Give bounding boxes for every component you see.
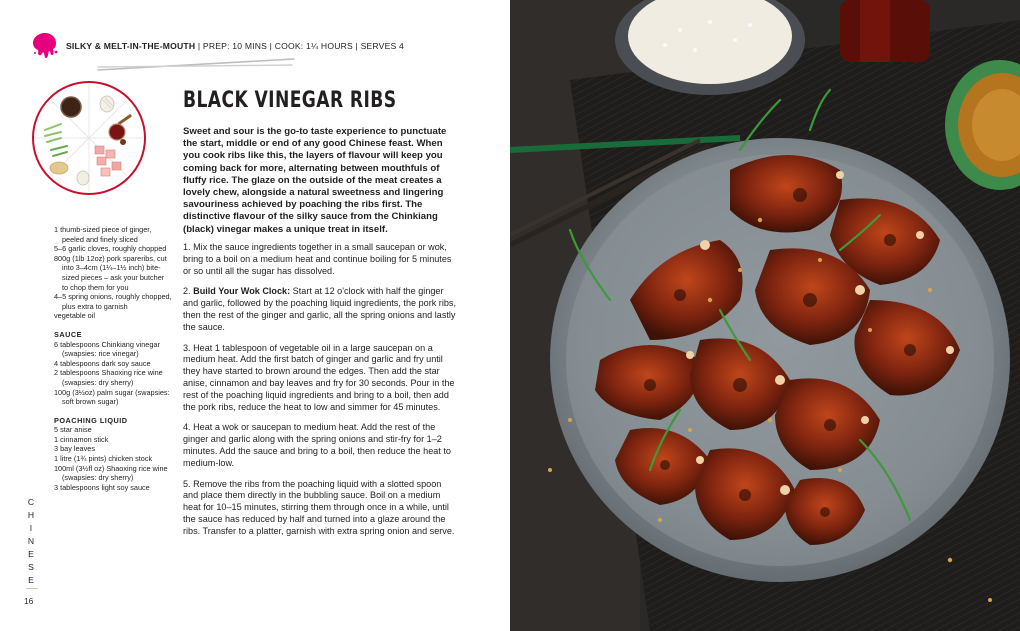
list-item: 1 litre (1¾ pints) chicken stock (54, 454, 153, 464)
method-steps (183, 242, 458, 547)
list-item: 3 tablespoons light soy sauce (54, 482, 150, 492)
black-vinegar-ribs-photo (510, 0, 1020, 631)
ingredient-list (54, 225, 172, 492)
list-item: 1 cinnamon stick (54, 434, 109, 444)
list-item: 6 tablespoons Chinkiang vinegar (swapsies: rice vinegar) (54, 339, 160, 359)
poaching-liquid-heading: POACHING LIQUID (54, 415, 128, 425)
list-item: 100g (3½oz) palm sugar (swapsies: soft brown sugar) (54, 387, 170, 407)
list-item: 3 bay leaves (54, 444, 95, 454)
list-item: 100ml (3½fl oz) Shaoxing rice wine (swapsies: dry sherry) (54, 463, 168, 483)
section-label-vertical: C H I N E S E (27, 497, 35, 585)
ink-splat-icon (30, 30, 60, 60)
method-step: 5. Remove the ribs from the poaching liquid with a slotted spoon and place them directly in the bubbling sauce. Boil on a medium heat for 10–15 minutes, stirring them through once in a while, until the sauce has reduced by half and turned into a glaze around the ribs. Transfer to a platter, garnish with extra spring onion and serve. (183, 478, 455, 536)
list-item: 1 thumb-sized piece of ginger, peeled and finely sliced (54, 225, 152, 244)
recipe-tagline: SILKY & MELT-IN-THE-MOUTH (66, 41, 196, 51)
recipe-intro: Sweet and sour is the go-to taste experience to punctuate the start, middle or end of any good Chinese feast. When you cook ribs like this, the layers of flavour will keep you coming back for more, alternating between mouthfuls of fluffy rice. The glaze on the outside of the meat creates a lovely chew, alongside a natural sweetness and lingering savouriness achieved by poaching the ribs first. The distinctive flavour of the silky sauce from the Chinkiang (black) vinegar makes a unique treat in itself. (183, 126, 447, 235)
list-item: 5–6 garlic cloves, roughly chopped (54, 244, 167, 254)
food-photo-page (510, 0, 1020, 631)
list-item: 5 star anise (54, 425, 92, 435)
recipe-meta: | PREP: 10 MINS | COOK: 1¼ HOURS | SERVES 4 (195, 41, 405, 51)
method-step: 2. Build Your Wok Clock: Start at 12 o'clock with half the ginger and garlic, followed by the poaching liquid ingredients, the pork ribs, then the rest of the ginger and garlic, all the spring onions and lastly the sauce. (183, 286, 456, 332)
sauce-heading: SAUCE (54, 329, 83, 339)
ingredient-wheel-illustration (31, 80, 147, 196)
list-item: 4–5 spring onions, roughly chopped, plus extra to garnish (54, 292, 172, 311)
page-number: 16 (24, 596, 34, 606)
chopsticks-icon (96, 56, 296, 72)
method-step: 3. Heat 1 tablespoon of vegetable oil in a large saucepan on a medium heat. Add the first batch of ginger and garlic and fry until they have started to brown around the edges. Then add the star anise, cinnamon and bay leaves and fry for 30 seconds. Pour in the rest of the poaching liquid ingredients and bring to a boil, then add the pork ribs, reduce the heat to low and simmer for 45 minutes. (183, 342, 455, 412)
list-item: vegetable oil (54, 311, 95, 321)
method-step: 4. Heat a wok or saucepan to medium heat. Add the rest of the ginger and garlic along with the spring onions and stir-fry for 1–2 minutes. Add the sauce and bring to a boil, then reduce the heat to medium-low. (183, 422, 451, 468)
step-lead: Build Your Wok Clock: (193, 286, 291, 297)
list-item: 2 tablespoons Shaoxing rice wine (swapsies: dry sherry) (54, 368, 163, 387)
method-step: 1. Mix the sauce ingredients together in a small saucepan or wok, bring to a boil on a medium heat and continue boiling for 5 minutes or so until all the sugar has dissolved. (183, 242, 452, 276)
folio-rule (26, 588, 38, 589)
list-item: 4 tablespoons dark soy sauce (54, 358, 151, 368)
list-item: 800g (1lb 12oz) pork spareribs, cut into 3–4cm (1¼–1½ inch) bite-sized pieces – ask your butcher to chop them for you (54, 253, 167, 292)
recipe-meta-header (66, 41, 404, 51)
recipe-title: BLACK VINEGAR RIBS (183, 88, 397, 113)
